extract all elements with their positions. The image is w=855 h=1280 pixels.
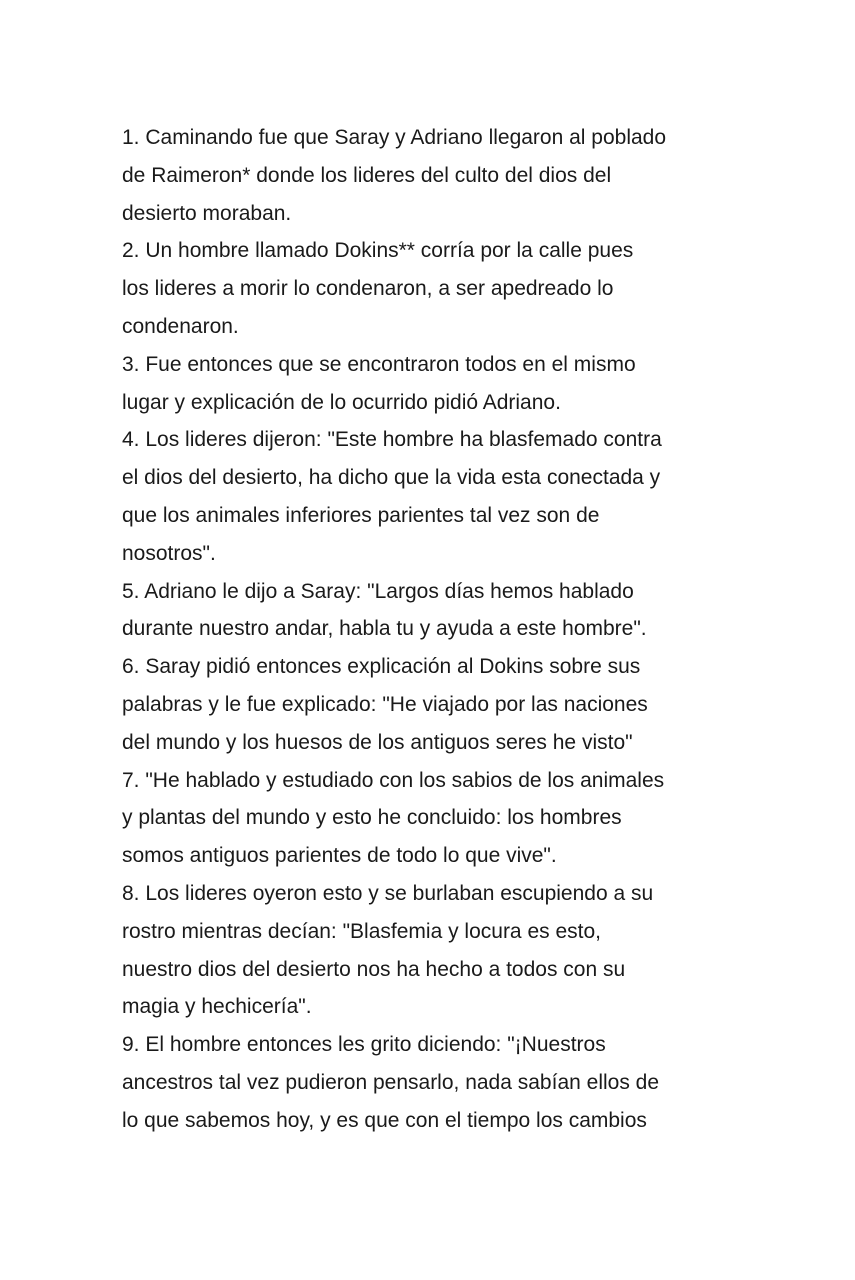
- text-line: el dios del desierto, ha dicho que la vida esta conectada y: [122, 466, 661, 490]
- text-line: 8. Los lideres oyeron esto y se burlaban escupiendo a su: [122, 881, 654, 905]
- text-line: ancestros tal vez pudieron pensarlo, nada sabían ellos de: [122, 1070, 660, 1094]
- text-line: somos antiguos parientes de todo lo que vive".: [122, 844, 557, 868]
- text-line: de Raimeron* donde los lideres del culto del dios del: [122, 163, 612, 187]
- text-line: 2. Un hombre llamado Dokins** corría por la calle pues: [122, 239, 634, 263]
- text-line: del mundo y los huesos de los antiguos seres he visto": [122, 730, 633, 754]
- text-line: 3. Fue entonces que se encontraron todos en el mismo: [122, 352, 636, 376]
- body-text: [122, 119, 742, 1140]
- text-line: rostro mientras decían: "Blasfemia y locura es esto,: [122, 919, 601, 943]
- text-line: los lideres a morir lo condenaron, a ser apedreado lo: [122, 277, 614, 301]
- text-line: 4. Los lideres dijeron: "Este hombre ha blasfemado contra: [122, 428, 662, 452]
- text-line: palabras y le fue explicado: "He viajado por las naciones: [122, 692, 648, 716]
- text-line: 7. "He hablado y estudiado con los sabios de los animales: [122, 768, 665, 792]
- text-line: nuestro dios del desierto nos ha hecho a todos con su: [122, 957, 626, 981]
- text-line: magia y hechicería".: [122, 995, 312, 1019]
- text-line: y plantas del mundo y esto he concluido: los hombres: [122, 806, 622, 830]
- text-line: lugar y explicación de lo ocurrido pidió Adriano.: [122, 390, 561, 414]
- text-line: desierto moraban.: [122, 201, 292, 225]
- text-line: que los animales inferiores parientes tal vez son de: [122, 503, 600, 527]
- text-line: durante nuestro andar, habla tu y ayuda a este hombre".: [122, 617, 647, 641]
- text-line: nosotros".: [122, 541, 216, 565]
- text-line: lo que sabemos hoy, y es que con el tiempo los cambios: [122, 1108, 647, 1132]
- text-line: condenaron.: [122, 314, 239, 338]
- text-line: 5. Adriano le dijo a Saray: "Largos días hemos hablado: [122, 579, 634, 603]
- text-line: 6. Saray pidió entonces explicación al Dokins sobre sus: [122, 655, 641, 679]
- text-line: 1. Caminando fue que Saray y Adriano llegaron al poblado: [122, 126, 667, 149]
- text-line: 9. El hombre entonces les grito diciendo: "¡Nuestros: [122, 1033, 606, 1057]
